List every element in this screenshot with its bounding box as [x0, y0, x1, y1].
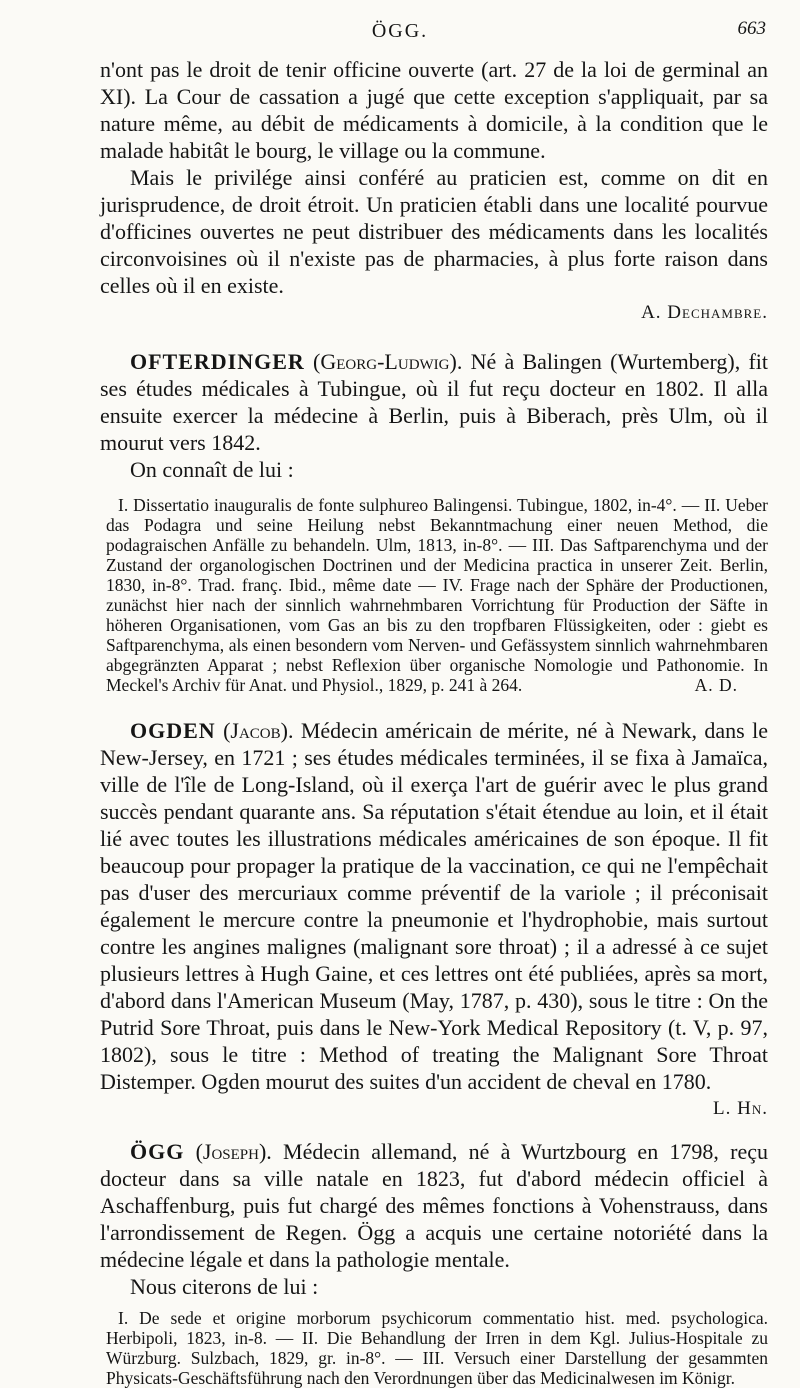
- continuation-paragraph-2: Mais le privilége ainsi conféré au praticien est, comme on dit en jurisprudence, de droit étroit. Un praticien établi dans une localité pourvue d'officines ouvertes ne peut distribuer des médicaments dans les localités circonvoisines où il n'existe pas de pharmacies, à plus forte raison dans celles où il en existe.: [100, 165, 768, 298]
- body-text: [100, 56, 768, 1388]
- page-number: 663: [737, 18, 766, 39]
- given-names-ogg: (Joseph).: [195, 1139, 272, 1164]
- signature-lhn: L. Hn.: [713, 1098, 768, 1119]
- entry-ogden: [100, 717, 768, 1095]
- headword-ogden: OGDEN: [130, 718, 216, 743]
- headword-ofterdinger: OFTERDINGER: [130, 349, 305, 374]
- given-names-ofterdinger: (Georg-Ludwig).: [313, 349, 463, 374]
- text-ogden: Médecin américain de mérite, né à Newark, dans le New-Jersey, en 1721 ; ses études médicales terminées, il se fixa à Jamaïca, ville de l'île de Long-Island, où il exerça l'art de guérir avec le plus grand succès pendant quarante ans. Sa réputation s'était étendue au loin, et il était lié avec toutes les illustrations médicales américaines de son époque. Il fit beaucoup pour propager la pratique de la vaccination, ce qui ne l'empêchait pas d'user des mercuriaux comme préventif de la variole ; il préconisait également le mercure contre la pneumonie et l'hydrophobie, mais surtout contre les angines malignes (malignant sore throat) ; il a adressé à ce sujet plusieurs lettres à Hugh Gaine, et ces lettres ont été publiées, après sa mort, d'abord dans l'American Museum (May, 1787, p. 430), sous le titre : On the Putrid Sore Throat, puis dans le New-York Medical Repository (t. V, p. 97, 1802), sous le titre : Method of treating the Malignant Sore Throat Distemper. Ogden mourut des suites d'un accident de cheval en 1780.: [100, 718, 768, 1094]
- entry-ogg: [100, 1138, 768, 1273]
- running-head: [0, 18, 800, 48]
- bibliography-ofterdinger: I. Dissertatio inauguralis de fonte sulphureo Balingensi. Tubingue, 1802, in-4°. — II. Ueber das Podagra und seine Heilung nebst Bekanntmachung einer neuen Method, die podagraischen Anfälle zu behandeln. Ulm, 1813, in-8°. — III. Das Saftparenchyma und der Zustand der organologischen Doctrinen und der Medicina practica in unserer Zeit. Berlin, 1830, in-8°. Trad. franç. Ibid., même date — IV. Frage nach der Sphäre der Productionen, zunächst hier nach der sinnlich wahrnehmbaren Vorrichtung für Production der Säfte in höheren Organisationen, vom Gas an bis zu den tropfbaren Flüssigkeiten, oder : giebt es Saftparenchyma, als einen besondern vom Nerven- und Gefässystem sinnlich wahrnehmbaren abgegränzten Apparat ; nebst Reflexion über organische Nomologie und Pathonomie. In Meckel's Archiv für Anat. und Physiol., 1829, p. 241 à 264. A. D.: [106, 495, 768, 695]
- running-title: ÖGG.: [371, 20, 429, 42]
- text-ogg: Médecin allemand, né à Wurtzbourg en 1798, reçu docteur dans sa ville natale en 1823, fut d'abord médecin officiel à Aschaffenburg, puis fut chargé des mêmes fonctions à Vohenstrauss, dans l'arrondissement de Regen. Ögg a acquis une certaine notoriété dans la médecine légale et dans la pathologie mentale.: [100, 1139, 769, 1272]
- continuation-paragraph-1: n'ont pas le droit de tenir officine ouverte (art. 27 de la loi de germinal an XI). La Cour de cassation a jugé que cette exception s'appliquait, par sa nature même, au débit de médicaments à domicile, à la condition que le malade habitât le bourg, le village ou la commune.: [100, 57, 768, 163]
- entry-ofterdinger: [100, 348, 768, 456]
- text-ofterdinger: Né à Balingen (Wurtemberg), fit ses études médicales à Tubingue, où il fut reçu docteur en 1802. Il alla ensuite exercer la médecine à Berlin, puis à Biberach, près Ulm, où il mourut vers 1842.: [100, 349, 769, 455]
- bibliography-ogg: I. De sede et origine morborum psychicorum commentatio hist. med. psychologica. Herbipoli, 1823, in-8. — II. Die Behandlung der Irren in dem Kgl. Julius-Hospitale zu Würzburg. Sulzbach, 1829, gr. in-8°. — III. Versuch einer Darstellung der gesammten Physicats-Geschäftsführung nach den Verordnungen über das Medicinalwesen im Königr.: [106, 1308, 768, 1388]
- headword-ogg: ÖGG: [130, 1139, 185, 1164]
- intro-ogg: Nous citerons de lui :: [130, 1274, 319, 1299]
- signature-ad: A. D.: [694, 675, 738, 695]
- given-names-ogden: (Jacob).: [223, 718, 294, 743]
- intro-ofterdinger: On connaît de lui :: [130, 457, 294, 482]
- signature-dechambre: A. Dechambre.: [641, 302, 768, 323]
